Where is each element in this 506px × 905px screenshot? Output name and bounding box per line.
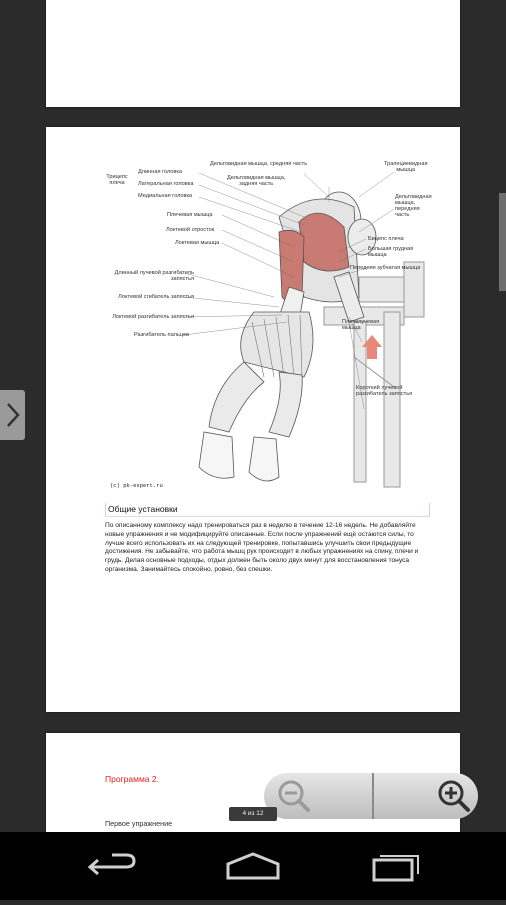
zoom-out-button[interactable] — [264, 773, 372, 819]
label-medial-head: Медиальная головка — [138, 193, 193, 199]
label-serratus: Передняя зубчатая мышца — [350, 265, 421, 271]
body-paragraph: По описанному комплексу надо тренироваться раз в неделю в течение 12-16 недель. Не добавляйте новые упражнения и не модифицируйте описанные. Если после упражнений ещё остаются силы, то лучше всего использовать их на следующей тренировке, попытавшись улучшить свои предыдущие достижения. Не забывайте, что работа мышц рук происходит в любых упражнениях на спину, плечи и грудь. Делая основные подходы, отдых должен быть около двух минут для восстановления тонуса организма. Занимайтесь спокойно, ровно, без спешки. — [105, 522, 419, 573]
home-icon — [208, 832, 298, 900]
system-navigation-bar — [0, 832, 506, 900]
program-title: Программа 2. — [105, 774, 159, 784]
label-deltoid-mid: Дельтовидная мышца, средняя часть — [210, 161, 308, 167]
label-pectoralis: Большая грудная мышца — [368, 246, 414, 258]
page-previous[interactable] — [46, 0, 460, 107]
label-lateral-head: Латеральная головка — [138, 181, 194, 187]
zoom-in-icon — [434, 776, 474, 816]
label-trapezius: Трапециевидная мышца — [384, 161, 428, 173]
image-copyright: (c) pk-expert.ru — [110, 482, 163, 489]
recents-icon — [348, 832, 438, 900]
page-current[interactable] — [46, 127, 460, 712]
scrollbar[interactable] — [499, 193, 506, 291]
label-fcu: Локтевой сгибатель запястья — [118, 294, 194, 300]
back-icon — [68, 832, 158, 900]
label-brachialis: Плечевая мышца — [167, 212, 213, 218]
zoom-out-icon — [274, 776, 314, 816]
recents-button[interactable] — [348, 832, 438, 900]
zoom-controls — [264, 773, 478, 819]
back-button[interactable] — [68, 832, 158, 900]
label-triceps: Трицепс плеча — [106, 174, 128, 186]
side-panel-handle[interactable] — [0, 390, 25, 440]
chevron-right-icon — [6, 402, 20, 428]
label-long-head: Длинная головка — [138, 169, 183, 175]
label-olecranon: Локтевой отросток — [166, 227, 215, 233]
label-edc: Разгибатель пальцев — [134, 332, 190, 338]
section-title: Общие установки — [105, 503, 430, 517]
label-brachioradialis: Плечелучевая мышца — [342, 319, 380, 331]
home-button[interactable] — [208, 832, 298, 900]
label-ecrb: Короткий лучевой разгибатель запястья — [356, 385, 413, 397]
exercise-illustration — [104, 147, 434, 492]
label-deltoid-front: Дельтовидная мышца, передняя часть — [395, 194, 432, 218]
label-deltoid-rear: Дельтовидная мышца, задняя часть — [227, 175, 286, 187]
first-exercise-heading: Первое упражнение — [105, 819, 173, 828]
label-ecrl: Длинный лучевой разгибатель запястья — [114, 270, 194, 282]
label-anconeus: Локтевая мышца — [175, 240, 220, 246]
label-biceps: Бицепс плеча — [368, 236, 404, 242]
label-ecu: Локтевой разгибатель запястья — [112, 314, 194, 320]
page-indicator: 4 из 12 — [229, 807, 277, 821]
zoom-in-button[interactable] — [374, 773, 478, 819]
